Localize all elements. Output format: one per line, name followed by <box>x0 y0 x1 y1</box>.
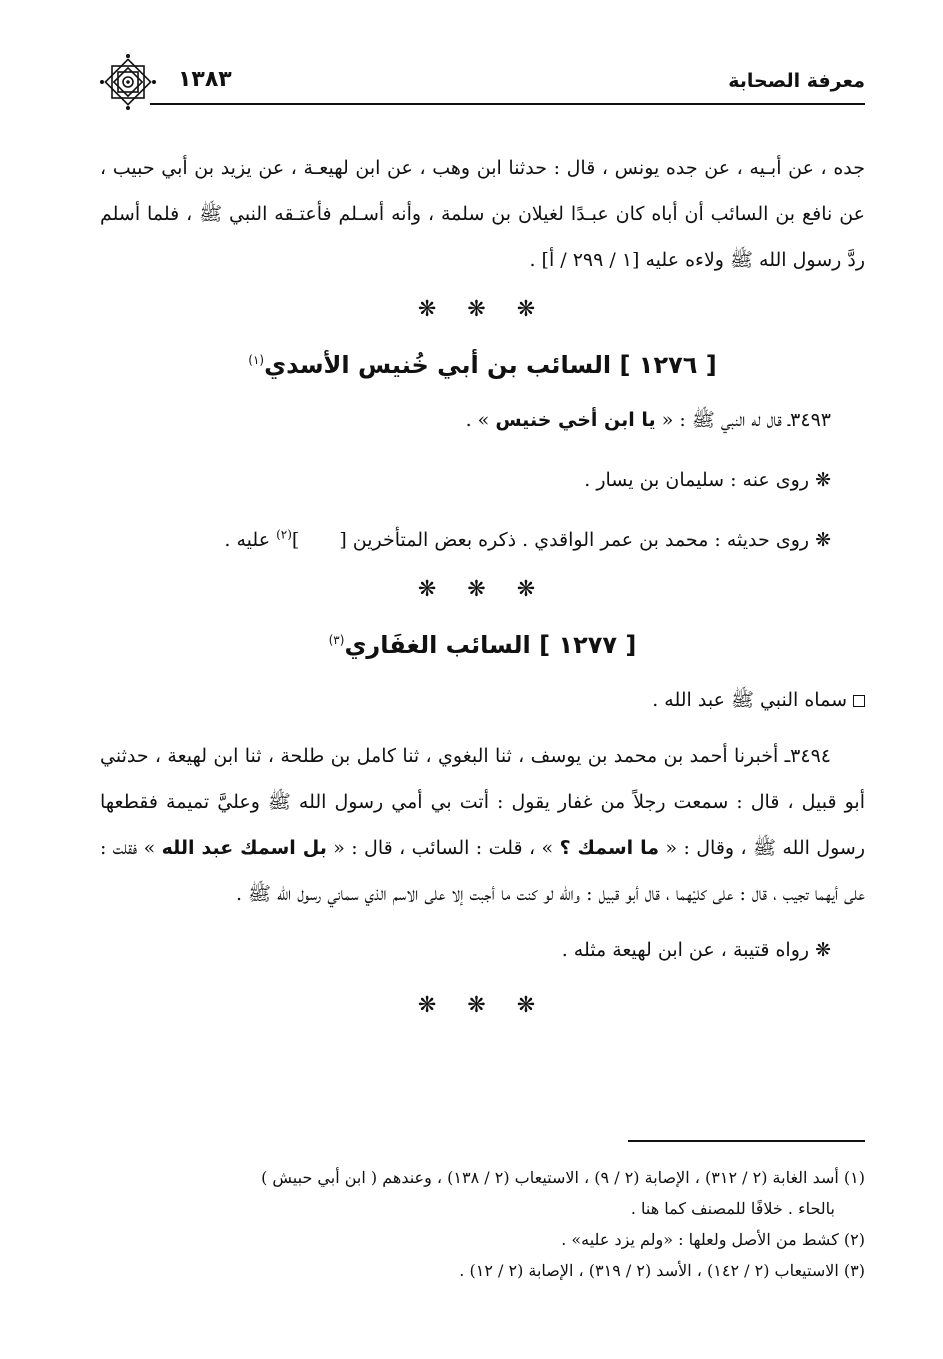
book-title: معرفة الصحابة <box>728 70 865 92</box>
header-rule <box>150 103 865 105</box>
footnote-3-text: الاستيعاب (٢ / ١٤٢) ، الأسد (٢ / ٣١٩) ، الإصابة (٢ / ١٢) . <box>459 1261 839 1280</box>
footnote-2-text: كشط من الأصل ولعلها : «ولم يزد عليه» . <box>561 1230 839 1249</box>
hadith-3494-part3: » فقلت : على أيهما تجيب ، قال : على كليْهما ، قال أبو قبيل : والله لو كنت ما أجبت إلا على الاسم الذي سماني رسول الله ﷺ . <box>100 837 865 905</box>
footnote-ref-1: (١) <box>248 353 265 367</box>
footnote-1 <box>100 1162 865 1224</box>
footnote-1-text: أسد الغابة (٢ / ٣١٢) ، الإصابة (٢ / ٩) ، الاستيعاب (٢ / ١٣٨) ، وعندهم ( ابن أبي حبيش ) <box>261 1168 839 1187</box>
hadith-narrated <box>100 517 865 563</box>
footnotes <box>100 1162 865 1286</box>
hadith-3493-quote: يا ابن أخي خنيس <box>495 409 656 431</box>
hadith-3494-quote-1: ما اسمك ؟ <box>559 837 660 859</box>
hadith-3493 <box>100 397 865 443</box>
page-header <box>98 62 865 102</box>
footnote-3 <box>100 1255 865 1286</box>
separator-stars-2: ❋ ❋ ❋ <box>417 577 548 602</box>
hadith-3494-quote-2: بل اسمك عبد الله <box>161 837 327 859</box>
octagonal-star-ornament-icon <box>98 52 158 112</box>
hadith-3493-prefix: ٣٤٩٣ـ قال له النبي ﷺ : « <box>655 409 831 431</box>
separator-stars: ❋ ❋ ❋ <box>417 297 548 322</box>
entry-heading-1276-text: [ ١٢٧٦ ] السائب بن أبي خُنيس الأسدي <box>264 351 717 379</box>
hadith-3494-part1: ٣٤٩٤ـ أخبرنا أحمد بن محمد بن يوسف ، ثنا البغوي ، ثنا كامل بن طلحة ، ثنا ابن لهيعة ، حدثني أبو قبيل ، قال : سمعت رجلاً من غفار يقول : أتت بي أمي رسول الله ﷺ وعليَّ تميمة فقطعها رسول الله ﷺ ، وقال : « <box>100 745 866 859</box>
entry-heading-1276 <box>100 337 865 393</box>
bracket-close: ] <box>291 529 300 551</box>
footnote-ref-3: (٣) <box>328 633 345 647</box>
narrated-by: ❋ روى عنه : سليمان بن يسار . <box>584 469 831 491</box>
hadith-narrated-text: ❋ روى حديثه : محمد بن عمر الواقدي . ذكره بعض المتأخرين [ <box>339 529 831 551</box>
square-bullet-icon <box>853 695 865 707</box>
footnote-1-number: (١) <box>843 1168 865 1187</box>
hadith-3494 <box>100 733 865 917</box>
footnote-3-number: (٣) <box>843 1261 865 1280</box>
page-number: ١٣٨٣ <box>178 67 232 92</box>
hadith-3493-suffix: » . <box>465 409 496 431</box>
entry-heading-1277 <box>100 617 865 673</box>
main-text <box>100 145 865 1033</box>
footnote-1-continuation: بالحاء . خلافًا للمصنف كما هنا . <box>630 1199 835 1218</box>
footnote-2-number: (٢) <box>843 1230 865 1249</box>
footnote-rule <box>628 1140 865 1142</box>
footnote-2 <box>100 1224 865 1255</box>
intro-paragraph: جده ، عن أبـيه ، عن جده يونس ، قال : حدثنا ابن وهب ، عن ابن لهيعـة ، عن يزيد بن أبي حبيب ، عن نافع بن السائب أن أباه كان عبـدًا لغيلان بن سلمة ، وأنه أسـلم فأعتـقه النبي ﷺ ، فلما أسلم ردَّ رسول الله ﷺ ولاءه عليه [١ / ٢٩٩ / أ] . <box>100 157 865 271</box>
naming-text: سماه النبي ﷺ عبد الله . <box>652 689 847 711</box>
footnote-ref-2: (٢) <box>276 527 292 542</box>
narration-note: ❋ رواه قتيبة ، عن ابن لهيعة مثله . <box>561 939 831 961</box>
separator-stars-3: ❋ ❋ ❋ <box>417 993 548 1018</box>
naming-line <box>100 677 865 723</box>
hadith-3494-part2: » ، قلت : السائب ، قال : « <box>326 837 560 859</box>
entry-heading-1277-text: [ ١٢٧٧ ] السائب الغفَاري <box>344 631 637 659</box>
after-ref: عليه . <box>224 529 277 551</box>
